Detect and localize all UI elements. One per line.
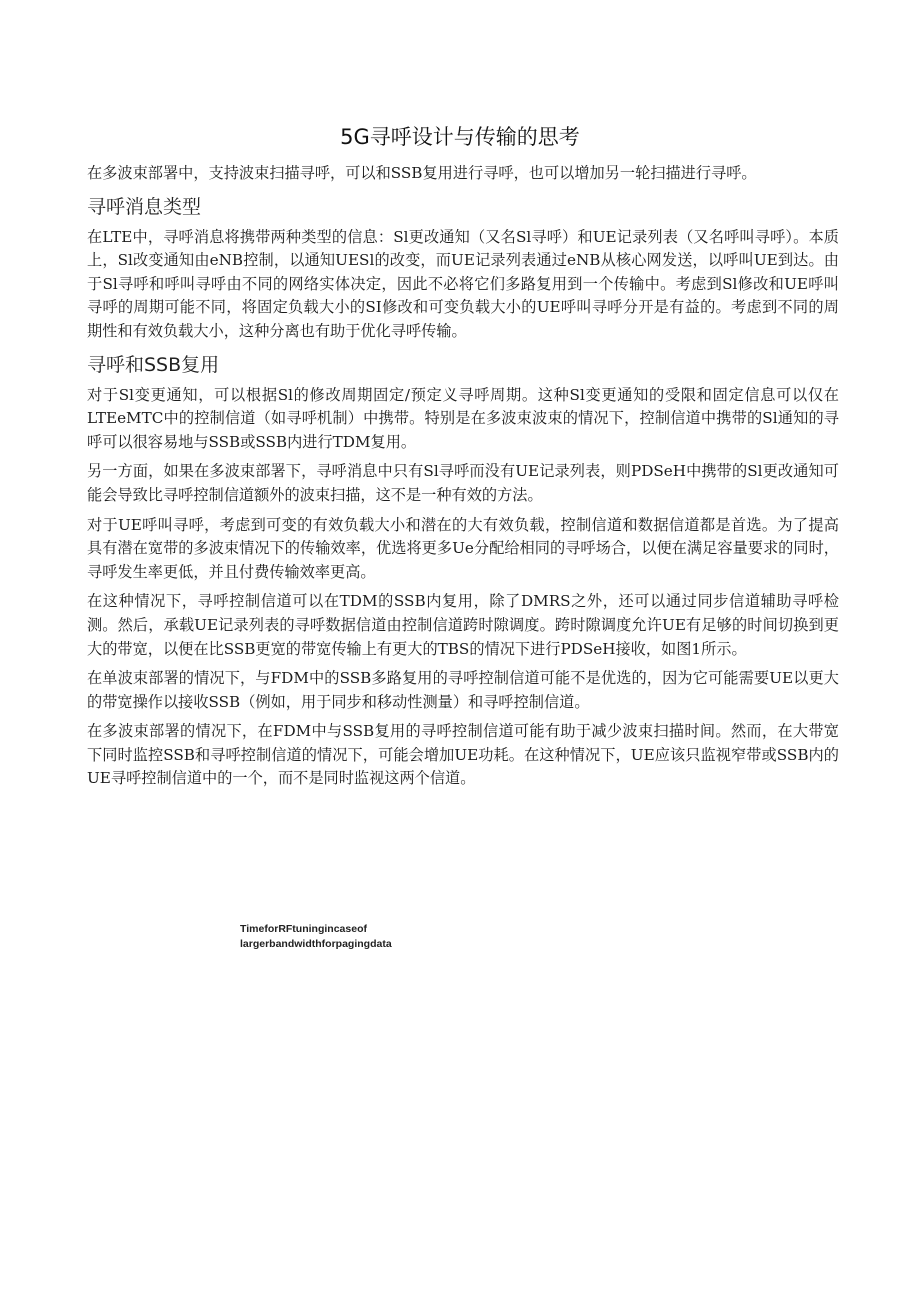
figure-label-line-2: largerbandwidthforpagingdata — [240, 938, 392, 950]
section-heading-paging-message-types: 寻呼消息类型 — [87, 195, 202, 218]
section-2-paragraph-3: 对于UE呼叫寻呼，考虑到可变的有效负载大小和潜在的大有效负载，控制信道和数据信道都是首选。为了提高具有潜在宽带的多波束情况下的传输效率，优选将更多Ue分配给相同的寻呼场合，以便在满足容量要求的同时，寻呼发生率更低，并且付费传输效率更高。 — [87, 515, 839, 581]
section-heading-paging-ssb-multiplexing: 寻呼和SSB复用 — [87, 353, 220, 376]
section-2-paragraph-2: 另一方面，如果在多波束部署下，寻呼消息中只有Sl寻呼而没有UE记录列表，则PDSeH中携带的Sl更改通知可能会导致比寻呼控制信道额外的波束扫描，这不是一种有效的方法。 — [87, 462, 839, 504]
document-body — [87, 162, 839, 797]
figure-label-line-1: TimeforRFtuningincaseof — [240, 923, 367, 935]
section-2-paragraph-6: 在多波束部署的情况下，在FDM中与SSB复用的寻呼控制信道可能有助于减少波束扫描时间。然而，在大带宽下同时监控SSB和寻呼控制信道的情况下，可能会增加UE功耗。在这种情况下，UE应该只监视窄带或SSB内的UE寻呼控制信道中的一个，而不是同时监视这两个信道。 — [87, 722, 839, 788]
intro-paragraph: 在多波束部署中，支持波束扫描寻呼，可以和SSB复用进行寻呼，也可以增加另一轮扫描进行寻呼。 — [87, 164, 757, 182]
section-2-paragraph-1: 对于Sl变更通知，可以根据Sl的修改周期固定/预定义寻呼周期。这种Sl变更通知的受限和固定信息可以仅在LTEeMTC中的控制信道（如寻呼机制）中携带。特别是在多波束波束的情况下，控制信道中携带的Sl通知的寻呼可以很容易地与SSB或SSB内进行TDM复用。 — [87, 385, 839, 451]
figure-label — [240, 922, 392, 952]
document-title: 5G寻呼设计与传输的思考 — [340, 125, 580, 149]
section-2-paragraph-4: 在这种情况下，寻呼控制信道可以在TDM的SSB内复用，除了DMRS之外，还可以通过同步信道辅助寻呼检测。然后，承载UE记录列表的寻呼数据信道由控制信道跨时隙调度。跨时隙调度允许UE有足够的时间切换到更大的带宽，以便在比SSB更宽的带宽传输上有更大的TBS的情况下进行PDSeH接收，如图1所示。 — [87, 592, 839, 658]
section-1-paragraph-1: 在LTE中，寻呼消息将携带两种类型的信息：Sl更改通知（又名Sl寻呼）和UE记录列表（又名呼叫寻呼）。本质上，Sl改变通知由eNB控制，以通知UESl的改变，而UE记录列表通过eNB从核心网发送，以呼叫UE到达。由于Sl寻呼和呼叫寻呼由不同的网络实体决定，因此不必将它们多路复用到一个传输中。考虑到Sl修改和UE呼叫寻呼的周期可能不同，将固定负载大小的SI修改和可变负载大小的UE呼叫寻呼分开是有益的。考虑到不同的周期性和有效负载大小，这种分离也有助于优化寻呼传输。 — [87, 227, 839, 340]
section-2-paragraph-5: 在单波束部署的情况下，与FDM中的SSB多路复用的寻呼控制信道可能不是优选的，因为它可能需要UE以更大的带宽操作以接收SSB（例如，用于同步和移动性测量）和寻呼控制信道。 — [87, 669, 839, 711]
